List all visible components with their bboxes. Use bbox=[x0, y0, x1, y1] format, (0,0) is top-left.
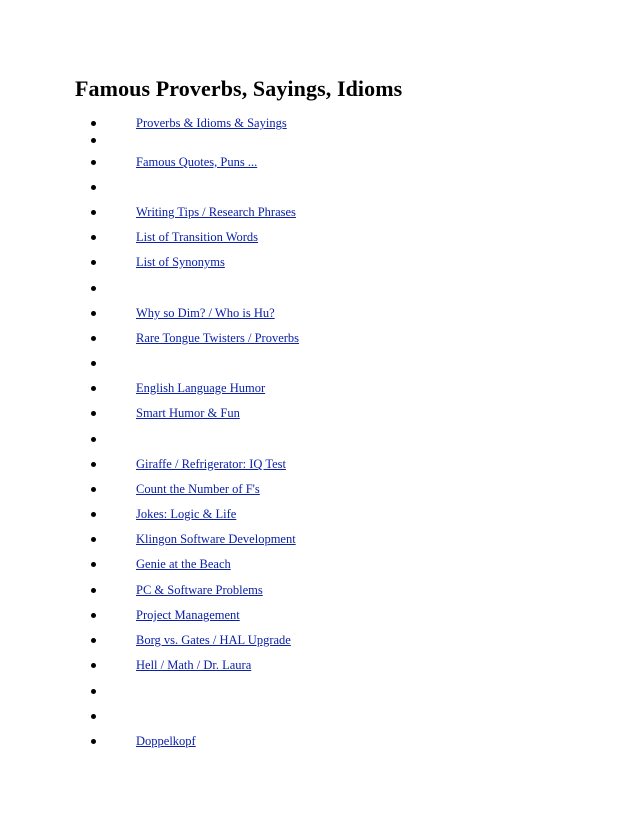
link-famous-quotes-puns[interactable]: Famous Quotes, Puns ... bbox=[136, 155, 258, 169]
bullet-icon bbox=[91, 235, 96, 240]
bullet-icon bbox=[91, 138, 96, 143]
link-jokes-logic-life[interactable]: Jokes: Logic & Life bbox=[136, 507, 237, 521]
bullet-icon bbox=[91, 311, 96, 316]
link-why-so-dim[interactable]: Why so Dim? / Who is Hu? bbox=[136, 306, 275, 320]
bullet-icon bbox=[91, 739, 96, 744]
bullet-icon bbox=[91, 663, 96, 668]
bullet-icon bbox=[91, 336, 96, 341]
bullet-icon bbox=[91, 185, 96, 190]
link-tongue-twisters[interactable]: Rare Tongue Twisters / Proverbs bbox=[136, 331, 300, 345]
bullet-icon bbox=[91, 260, 96, 265]
link-pc-software-problems[interactable]: PC & Software Problems bbox=[136, 583, 263, 597]
bullet-icon bbox=[91, 562, 96, 567]
link-klingon-software[interactable]: Klingon Software Development bbox=[136, 532, 296, 546]
page-title: Famous Proverbs, Sayings, Idioms bbox=[75, 76, 403, 101]
bullet-icon bbox=[91, 638, 96, 643]
link-hell-math[interactable]: Hell / Math / Dr. Laura bbox=[136, 658, 252, 672]
bullet-icon bbox=[91, 121, 96, 126]
bullet-icon bbox=[91, 714, 96, 719]
link-synonyms[interactable]: List of Synonyms bbox=[136, 255, 225, 269]
bullet-icon bbox=[91, 361, 96, 366]
bullet-icon bbox=[91, 411, 96, 416]
link-proverbs-idioms-sayings[interactable]: Proverbs & Idioms & Sayings bbox=[136, 116, 287, 130]
link-iq-test[interactable]: Giraffe / Refrigerator: IQ Test bbox=[136, 457, 286, 471]
bullet-icon bbox=[91, 512, 96, 517]
bullet-icon bbox=[91, 613, 96, 618]
bullet-icon bbox=[91, 386, 96, 391]
bullet-icon bbox=[91, 462, 96, 467]
link-genie-beach[interactable]: Genie at the Beach bbox=[136, 557, 231, 571]
link-smart-humor[interactable]: Smart Humor & Fun bbox=[136, 406, 240, 420]
bullet-icon bbox=[91, 588, 96, 593]
bullet-icon bbox=[91, 689, 96, 694]
bullet-icon bbox=[91, 210, 96, 215]
link-transition-words[interactable]: List of Transition Words bbox=[136, 230, 259, 244]
link-doppelkopf[interactable]: Doppelkopf bbox=[136, 734, 196, 748]
link-english-humor[interactable]: English Language Humor bbox=[136, 381, 266, 395]
link-project-management[interactable]: Project Management bbox=[136, 608, 240, 622]
link-count-fs[interactable]: Count the Number of F's bbox=[136, 482, 260, 496]
link-writing-tips[interactable]: Writing Tips / Research Phrases bbox=[136, 205, 296, 219]
bullet-icon bbox=[91, 437, 96, 442]
bullet-icon bbox=[91, 487, 96, 492]
bullet-icon bbox=[91, 160, 96, 165]
bullet-icon bbox=[91, 537, 96, 542]
link-borg-gates[interactable]: Borg vs. Gates / HAL Upgrade bbox=[136, 633, 291, 647]
bullet-icon bbox=[91, 286, 96, 291]
